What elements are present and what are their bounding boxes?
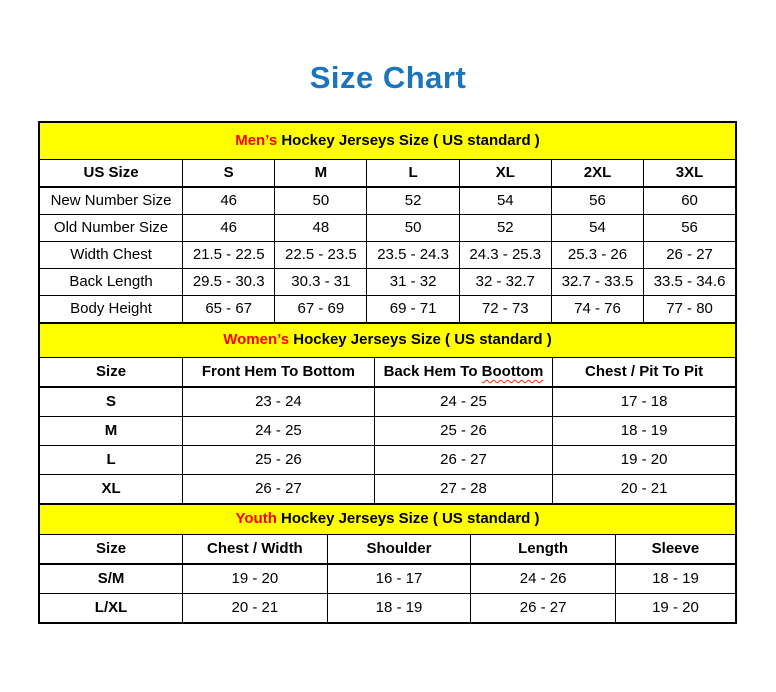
column-header-row	[39, 535, 736, 565]
cell-value: 18 - 19	[327, 594, 471, 624]
cell-value: 65 - 67	[183, 296, 275, 324]
table-row	[39, 215, 736, 242]
cell-value: 26 - 27	[374, 446, 552, 475]
cell-value: 19 - 20	[183, 564, 328, 594]
row-label: L/XL	[39, 594, 183, 624]
section-title	[39, 323, 736, 358]
column-header: XL	[459, 160, 551, 188]
cell-value: 48	[275, 215, 367, 242]
section-title-rest: Hockey Jerseys Size ( US standard )	[289, 331, 552, 349]
column-header: Size	[39, 535, 183, 565]
cell-value: 23 - 24	[183, 387, 375, 417]
section-header-row	[39, 323, 736, 358]
section-title	[39, 504, 736, 535]
cell-value: 56	[551, 187, 643, 215]
column-header: US Size	[39, 160, 183, 188]
cell-value: 32 - 32.7	[459, 269, 551, 296]
section-title-rest: Hockey Jerseys Size ( US standard )	[276, 510, 540, 528]
cell-value: 26 - 27	[644, 242, 736, 269]
table-row	[39, 242, 736, 269]
section-title-highlight: Youth	[235, 510, 277, 528]
cell-value: 19 - 20	[553, 446, 736, 475]
cell-value: 32.7 - 33.5	[551, 269, 643, 296]
cell-value: 24.3 - 25.3	[459, 242, 551, 269]
cell-value: 19 - 20	[615, 594, 736, 624]
column-header: Chest / Width	[183, 535, 328, 565]
cell-value: 29.5 - 30.3	[183, 269, 275, 296]
cell-value: 46	[183, 187, 275, 215]
column-header: Front Hem To Bottom	[183, 358, 375, 388]
mens-size-table	[38, 121, 737, 324]
cell-value: 24 - 25	[374, 387, 552, 417]
section-title-highlight: Women’s	[223, 331, 290, 349]
size-tables-container	[38, 121, 737, 624]
cell-value: 60	[644, 187, 736, 215]
cell-value: 25 - 26	[374, 417, 552, 446]
cell-value: 52	[367, 187, 459, 215]
row-label: Back Length	[39, 269, 183, 296]
table-row	[39, 269, 736, 296]
column-header: Chest / Pit To Pit	[553, 358, 736, 388]
cell-value: 16 - 17	[327, 564, 471, 594]
cell-value: 50	[275, 187, 367, 215]
row-label: New Number Size	[39, 187, 183, 215]
cell-value: 74 - 76	[551, 296, 643, 324]
cell-value: 17 - 18	[553, 387, 736, 417]
cell-value: 67 - 69	[275, 296, 367, 324]
cell-value: 30.3 - 31	[275, 269, 367, 296]
table-row	[39, 296, 736, 324]
page-title: Size Chart	[309, 60, 467, 95]
youth-size-table	[38, 503, 737, 624]
column-header: S	[183, 160, 275, 188]
cell-value: 25 - 26	[183, 446, 375, 475]
table-row	[39, 387, 736, 417]
column-header: Sleeve	[615, 535, 736, 565]
section-title	[39, 122, 736, 160]
cell-value: 18 - 19	[553, 417, 736, 446]
column-header: Shoulder	[327, 535, 471, 565]
table-row	[39, 417, 736, 446]
cell-value: 18 - 19	[615, 564, 736, 594]
cell-value: 20 - 21	[553, 475, 736, 505]
cell-value: 26 - 27	[471, 594, 616, 624]
cell-value: 27 - 28	[374, 475, 552, 505]
table-row	[39, 475, 736, 505]
cell-value: 21.5 - 22.5	[183, 242, 275, 269]
womens-size-table	[38, 322, 737, 505]
cell-value: 23.5 - 24.3	[367, 242, 459, 269]
column-header: L	[367, 160, 459, 188]
row-label: XL	[39, 475, 183, 505]
cell-value: 22.5 - 23.5	[275, 242, 367, 269]
cell-value: 24 - 25	[183, 417, 375, 446]
cell-value: 72 - 73	[459, 296, 551, 324]
cell-value: 26 - 27	[183, 475, 375, 505]
cell-value: 54	[551, 215, 643, 242]
row-label: S/M	[39, 564, 183, 594]
column-header: Size	[39, 358, 183, 388]
column-header-row	[39, 358, 736, 388]
row-label: Width Chest	[39, 242, 183, 269]
cell-value: 54	[459, 187, 551, 215]
column-header: Length	[471, 535, 616, 565]
column-header-row	[39, 160, 736, 188]
row-label: Old Number Size	[39, 215, 183, 242]
table-row	[39, 594, 736, 624]
cell-value: 56	[644, 215, 736, 242]
column-header-text: Back Hem To	[383, 362, 482, 380]
misspelled-word: Boottom	[481, 362, 544, 380]
column-header: M	[275, 160, 367, 188]
cell-value: 25.3 - 26	[551, 242, 643, 269]
cell-value: 33.5 - 34.6	[644, 269, 736, 296]
cell-value: 77 - 80	[644, 296, 736, 324]
cell-value: 20 - 21	[183, 594, 328, 624]
cell-value: 24 - 26	[471, 564, 616, 594]
section-title-rest: Hockey Jerseys Size ( US standard )	[277, 131, 540, 149]
column-header	[374, 358, 552, 388]
section-header-row	[39, 504, 736, 535]
table-row	[39, 187, 736, 215]
cell-value: 50	[367, 215, 459, 242]
column-header: 3XL	[644, 160, 736, 188]
table-row	[39, 564, 736, 594]
section-header-row	[39, 122, 736, 160]
cell-value: 69 - 71	[367, 296, 459, 324]
row-label: M	[39, 417, 183, 446]
cell-value: 46	[183, 215, 275, 242]
column-header: 2XL	[551, 160, 643, 188]
row-label: L	[39, 446, 183, 475]
cell-value: 31 - 32	[367, 269, 459, 296]
section-title-highlight: Men’s	[235, 131, 278, 149]
row-label: Body Height	[39, 296, 183, 324]
cell-value: 52	[459, 215, 551, 242]
row-label: S	[39, 387, 183, 417]
table-row	[39, 446, 736, 475]
